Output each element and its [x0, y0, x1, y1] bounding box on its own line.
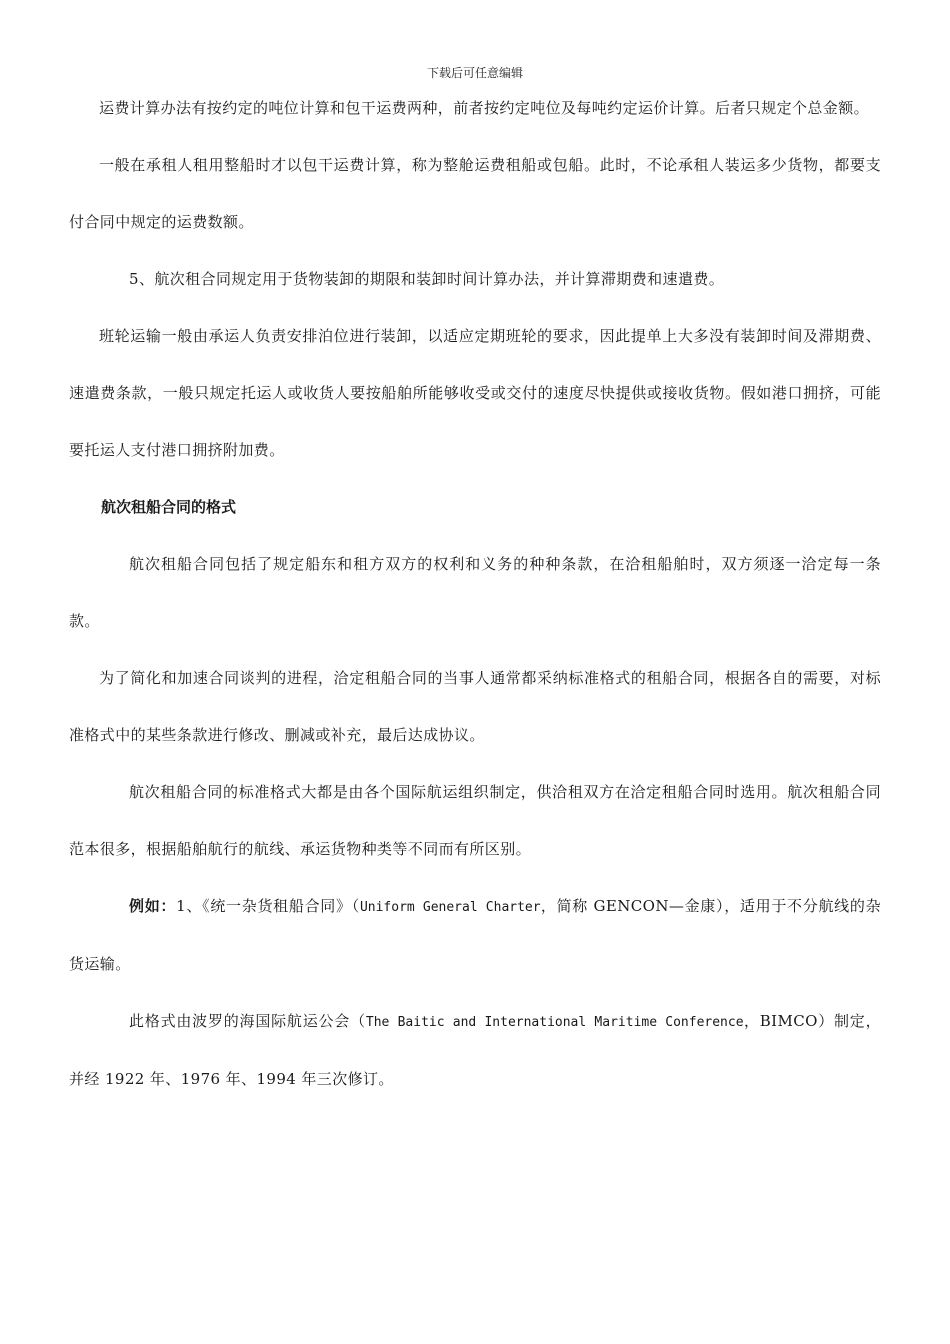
- paragraph-form-origins: 航次租船合同的标准格式大都是由各个国际航运组织制定，供洽租双方在洽定租船合同时选用。航次租船合同范本很多，根据船舶航行的航线、承运货物种类等不同而有所区别。: [69, 783, 881, 858]
- paragraph-laytime-clause: 5、航次租合同规定用于货物装卸的期限和装卸时间计算办法，并计算滞期费和速遣费。: [129, 270, 725, 288]
- example-label: 例如：: [129, 897, 177, 915]
- bimco-english-name: The Baitic and International Maritime Conference: [365, 1015, 744, 1030]
- bimco-text-b: ，BIMCO）制定，并经 1922 年、1976 年、1994 年三次修订。: [69, 1012, 881, 1088]
- gencon-text-b: ，简称 GENCON—金康），适用于不分航线的杂货运输。: [69, 897, 882, 973]
- gencon-english-name: Uniform General Charter: [359, 900, 541, 915]
- paragraph-liner-loading: 班轮运输一般由承运人负责安排泊位进行装卸，以适应定期班轮的要求，因此提单上大多没有装卸时间及滞期费、速遣费条款，一般只规定托运人或收货人要按船舶所能够收受或交付的速度尽快提供或接收货物。假如港口拥挤，可能要托运人支付港口拥挤附加费。: [69, 327, 881, 459]
- paragraph-freight-calculation: 运费计算办法有按约定的吨位计算和包干运费两种，前者按约定吨位及每吨约定运价计算。后者只规定个总金额。: [99, 99, 870, 117]
- section-heading: 航次租船合同的格式: [101, 498, 237, 516]
- document-body: [69, 80, 881, 1108]
- paragraph-gencon-example: [69, 878, 881, 993]
- bimco-text-a: 此格式由波罗的海国际航运公会（: [129, 1012, 366, 1030]
- paragraph-bimco: [69, 993, 881, 1108]
- paragraph-charter-terms: 航次租船合同包括了规定船东和租方双方的权利和义务的种种条款，在洽租船舶时，双方须逐一洽定每一条款。: [69, 555, 881, 630]
- paragraph-lump-sum-freight: 一般在承租人租用整船时才以包干运费计算，称为整舱运费租船或包船。此时，不论承租人装运多少货物，都要支付合同中规定的运费数额。: [69, 156, 881, 231]
- gencon-text-a: 1、《统一杂货租船合同》（: [176, 897, 360, 915]
- paragraph-standard-forms: 为了简化和加速合同谈判的进程，洽定租船合同的当事人通常都采纳标准格式的租船合同，根据各自的需要，对标准格式中的某些条款进行修改、删减或补充，最后达成协议。: [69, 669, 881, 744]
- page-header: 下载后可任意编辑: [426, 66, 523, 80]
